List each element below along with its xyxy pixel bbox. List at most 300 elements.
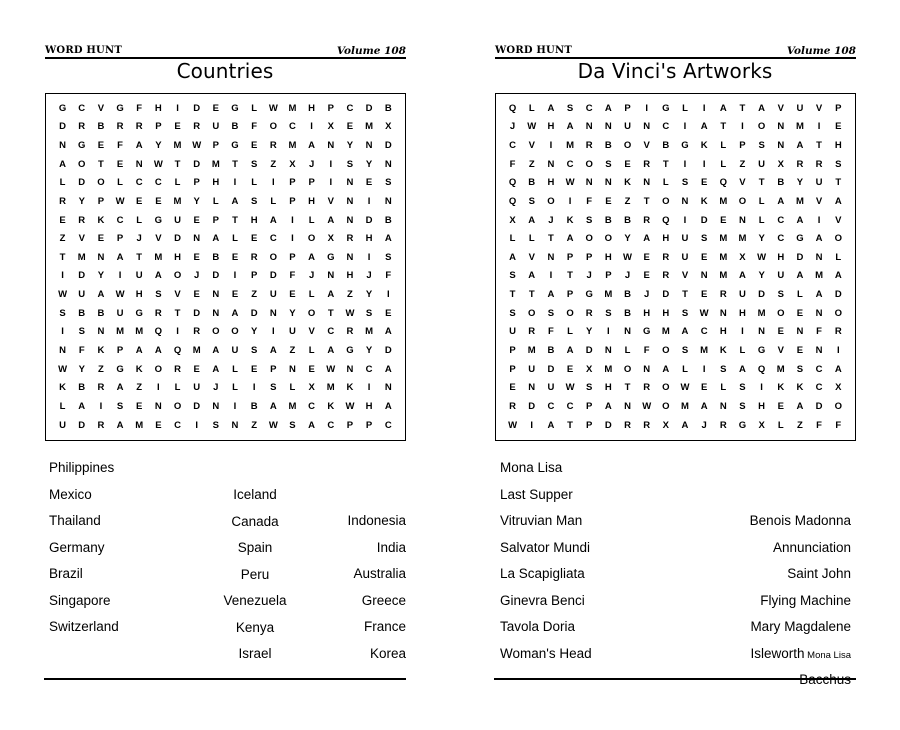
- letter-cell[interactable]: B: [604, 139, 612, 151]
- letter-cell[interactable]: N: [346, 177, 354, 189]
- letter-cell[interactable]: A: [777, 195, 785, 207]
- letter-cell[interactable]: J: [213, 382, 219, 394]
- letter-cell[interactable]: I: [837, 345, 840, 357]
- letter-cell[interactable]: H: [834, 139, 842, 151]
- letter-cell[interactable]: K: [97, 345, 105, 357]
- letter-cell[interactable]: S: [720, 363, 727, 375]
- letter-cell[interactable]: L: [720, 382, 727, 394]
- letter-cell[interactable]: S: [250, 158, 258, 170]
- letter-cell[interactable]: N: [97, 326, 105, 338]
- letter-cell[interactable]: L: [682, 363, 688, 375]
- letter-cell[interactable]: L: [289, 382, 296, 394]
- letter-cell[interactable]: C: [135, 177, 143, 189]
- letter-cell[interactable]: W: [268, 419, 278, 431]
- letter-cell[interactable]: C: [116, 214, 124, 226]
- letter-cell[interactable]: K: [700, 195, 708, 207]
- letter-cell[interactable]: L: [758, 214, 765, 226]
- letter-cell[interactable]: D: [78, 270, 86, 282]
- letter-cell[interactable]: L: [308, 345, 315, 357]
- letter-cell[interactable]: A: [308, 419, 316, 431]
- letter-cell[interactable]: C: [700, 326, 708, 338]
- letter-cell[interactable]: M: [795, 195, 804, 207]
- letter-cell[interactable]: R: [78, 214, 86, 226]
- letter-cell[interactable]: V: [528, 251, 535, 263]
- letter-cell[interactable]: P: [289, 251, 296, 263]
- letter-cell[interactable]: H: [308, 195, 316, 207]
- letter-cell[interactable]: C: [327, 326, 335, 338]
- letter-cell[interactable]: A: [384, 233, 392, 245]
- word-list-item[interactable]: Greece: [361, 592, 406, 608]
- letter-cell[interactable]: D: [547, 363, 555, 375]
- letter-cell[interactable]: I: [683, 121, 687, 133]
- letter-cell[interactable]: V: [308, 326, 315, 338]
- letter-cell[interactable]: A: [566, 345, 574, 357]
- letter-cell[interactable]: R: [346, 233, 354, 245]
- letter-cell[interactable]: G: [231, 139, 239, 151]
- letter-cell[interactable]: G: [738, 419, 747, 431]
- letter-cell[interactable]: N: [815, 307, 823, 319]
- letter-cell[interactable]: A: [384, 401, 392, 413]
- letter-cell[interactable]: I: [310, 121, 313, 133]
- letter-cell[interactable]: W: [508, 419, 518, 431]
- letter-cell[interactable]: T: [174, 158, 181, 170]
- letter-cell[interactable]: O: [834, 401, 843, 413]
- letter-cell[interactable]: U: [193, 382, 201, 394]
- letter-cell[interactable]: F: [643, 345, 650, 357]
- letter-cell[interactable]: I: [817, 121, 821, 133]
- letter-cell[interactable]: G: [116, 363, 124, 375]
- letter-cell[interactable]: R: [116, 121, 124, 133]
- letter-cell[interactable]: W: [565, 382, 575, 394]
- word-list-item[interactable]: Philippines: [49, 460, 115, 475]
- letter-cell[interactable]: I: [645, 102, 648, 114]
- letter-cell[interactable]: V: [174, 289, 181, 301]
- letter-cell[interactable]: P: [624, 102, 631, 114]
- letter-cell[interactable]: I: [61, 326, 64, 338]
- letter-cell[interactable]: O: [738, 195, 747, 207]
- letter-cell[interactable]: O: [585, 158, 593, 170]
- letter-cell[interactable]: A: [116, 419, 124, 431]
- letter-cell[interactable]: R: [643, 214, 651, 226]
- letter-cell[interactable]: S: [59, 307, 66, 319]
- letter-cell[interactable]: T: [567, 419, 573, 431]
- letter-cell[interactable]: P: [346, 419, 354, 431]
- letter-cell[interactable]: O: [623, 363, 632, 375]
- letter-cell[interactable]: D: [174, 233, 181, 245]
- letter-cell[interactable]: U: [509, 326, 517, 338]
- letter-cell[interactable]: O: [547, 195, 555, 207]
- word-list-item[interactable]: Mona Lisa: [500, 460, 563, 475]
- letter-cell[interactable]: I: [118, 270, 122, 282]
- letter-cell[interactable]: C: [777, 233, 785, 245]
- letter-cell[interactable]: X: [586, 363, 593, 375]
- letter-cell[interactable]: I: [233, 177, 237, 189]
- word-list-item[interactable]: India: [376, 539, 406, 555]
- letter-cell[interactable]: S: [346, 158, 354, 170]
- letter-cell[interactable]: M: [738, 233, 747, 245]
- letter-cell[interactable]: W: [58, 363, 68, 375]
- letter-cell[interactable]: A: [135, 139, 143, 151]
- letter-cell[interactable]: Y: [250, 326, 258, 338]
- letter-cell[interactable]: N: [681, 195, 689, 207]
- letter-cell[interactable]: R: [269, 139, 277, 151]
- letter-cell[interactable]: N: [346, 363, 354, 375]
- letter-cell[interactable]: B: [528, 177, 536, 189]
- letter-cell[interactable]: T: [682, 289, 688, 301]
- letter-cell[interactable]: E: [193, 363, 200, 375]
- letter-cell[interactable]: C: [509, 139, 517, 151]
- letter-cell[interactable]: S: [116, 401, 124, 413]
- letter-cell[interactable]: H: [662, 307, 670, 319]
- letter-cell[interactable]: B: [547, 345, 555, 357]
- letter-cell[interactable]: U: [212, 121, 220, 133]
- letter-cell[interactable]: C: [662, 121, 670, 133]
- letter-cell[interactable]: N: [154, 401, 162, 413]
- letter-cell[interactable]: A: [308, 139, 316, 151]
- letter-cell[interactable]: N: [815, 251, 823, 263]
- letter-cell[interactable]: L: [758, 195, 765, 207]
- letter-cell[interactable]: I: [760, 382, 763, 394]
- letter-cell[interactable]: L: [720, 158, 727, 170]
- letter-cell[interactable]: I: [176, 102, 179, 114]
- letter-cell[interactable]: C: [289, 121, 296, 133]
- letter-cell[interactable]: X: [289, 158, 296, 170]
- letter-cell[interactable]: N: [777, 139, 785, 151]
- letter-cell[interactable]: H: [365, 401, 373, 413]
- letter-cell[interactable]: N: [528, 382, 536, 394]
- letter-cell[interactable]: D: [212, 270, 220, 282]
- letter-cell[interactable]: D: [193, 401, 201, 413]
- letter-cell[interactable]: D: [815, 401, 823, 413]
- letter-cell[interactable]: O: [757, 121, 766, 133]
- letter-cell[interactable]: D: [834, 289, 842, 301]
- word-list-item[interactable]: Vitruvian Man: [500, 513, 583, 528]
- letter-cell[interactable]: A: [700, 401, 708, 413]
- word-list-item[interactable]: Israel: [238, 646, 272, 661]
- letter-cell[interactable]: N: [624, 401, 631, 413]
- letter-cell[interactable]: A: [604, 102, 612, 114]
- letter-cell[interactable]: I: [568, 195, 572, 207]
- letter-cell[interactable]: C: [346, 102, 354, 114]
- letter-cell[interactable]: D: [269, 270, 277, 282]
- letter-cell[interactable]: W: [699, 307, 709, 319]
- letter-cell[interactable]: W: [527, 121, 537, 133]
- letter-cell[interactable]: M: [661, 326, 670, 338]
- letter-cell[interactable]: W: [345, 401, 355, 413]
- word-list-item[interactable]: Bacchus: [799, 672, 851, 687]
- letter-cell[interactable]: O: [662, 382, 670, 394]
- letter-cell[interactable]: G: [327, 251, 335, 263]
- letter-cell[interactable]: P: [250, 270, 258, 282]
- letter-cell[interactable]: I: [530, 419, 534, 431]
- letter-cell[interactable]: Q: [719, 177, 727, 189]
- letter-cell[interactable]: D: [528, 401, 536, 413]
- letter-cell[interactable]: Q: [662, 214, 670, 226]
- letter-cell[interactable]: P: [835, 102, 842, 114]
- letter-cell[interactable]: Y: [796, 177, 804, 189]
- letter-cell[interactable]: F: [816, 326, 822, 338]
- letter-cell[interactable]: I: [99, 401, 103, 413]
- letter-cell[interactable]: R: [154, 307, 162, 319]
- letter-cell[interactable]: R: [193, 121, 201, 133]
- letter-cell[interactable]: M: [288, 401, 297, 413]
- letter-cell[interactable]: O: [604, 233, 613, 245]
- letter-cell[interactable]: G: [154, 214, 163, 226]
- letter-cell[interactable]: N: [739, 214, 746, 226]
- letter-cell[interactable]: W: [153, 158, 163, 170]
- letter-cell[interactable]: G: [58, 102, 67, 114]
- letter-cell[interactable]: I: [702, 158, 706, 170]
- letter-cell[interactable]: H: [662, 233, 670, 245]
- letter-cell[interactable]: I: [195, 419, 198, 431]
- letter-cell[interactable]: A: [308, 251, 316, 263]
- letter-cell[interactable]: S: [528, 195, 535, 207]
- letter-cell[interactable]: N: [700, 270, 708, 282]
- letter-cell[interactable]: L: [567, 326, 573, 338]
- letter-cell[interactable]: M: [776, 363, 785, 375]
- letter-cell[interactable]: B: [231, 121, 239, 133]
- letter-cell[interactable]: L: [117, 177, 123, 189]
- letter-cell[interactable]: O: [307, 307, 316, 319]
- letter-cell[interactable]: H: [365, 233, 373, 245]
- letter-cell[interactable]: E: [777, 326, 784, 338]
- letter-cell[interactable]: H: [604, 251, 612, 263]
- letter-cell[interactable]: M: [719, 270, 728, 282]
- letter-cell[interactable]: L: [308, 289, 315, 301]
- letter-cell[interactable]: G: [346, 345, 354, 357]
- letter-cell[interactable]: T: [567, 270, 573, 282]
- letter-cell[interactable]: C: [547, 401, 555, 413]
- letter-cell[interactable]: K: [624, 177, 631, 189]
- letter-cell[interactable]: E: [59, 214, 66, 226]
- letter-cell[interactable]: C: [269, 233, 277, 245]
- letter-cell[interactable]: H: [154, 102, 162, 114]
- letter-cell[interactable]: R: [643, 419, 651, 431]
- letter-cell[interactable]: S: [270, 382, 277, 394]
- letter-cell[interactable]: S: [605, 307, 612, 319]
- letter-cell[interactable]: T: [739, 102, 746, 114]
- letter-cell[interactable]: Q: [508, 177, 517, 189]
- letter-cell[interactable]: K: [777, 382, 785, 394]
- letter-cell[interactable]: W: [192, 139, 202, 151]
- letter-cell[interactable]: L: [59, 401, 66, 413]
- letter-cell[interactable]: S: [155, 289, 162, 301]
- letter-cell[interactable]: A: [231, 307, 239, 319]
- letter-cell[interactable]: I: [702, 363, 706, 375]
- letter-cell[interactable]: D: [662, 289, 670, 301]
- letter-cell[interactable]: G: [662, 102, 670, 114]
- letter-cell[interactable]: O: [269, 251, 277, 263]
- letter-cell[interactable]: J: [644, 289, 650, 301]
- letter-cell[interactable]: N: [59, 139, 67, 151]
- letter-cell[interactable]: P: [193, 177, 200, 189]
- letter-cell[interactable]: F: [136, 102, 143, 114]
- word-list-item[interactable]: Canada: [231, 513, 279, 529]
- letter-cell[interactable]: J: [586, 270, 592, 282]
- letter-cell[interactable]: I: [271, 326, 275, 338]
- letter-cell[interactable]: S: [835, 158, 842, 170]
- letter-cell[interactable]: Y: [365, 345, 373, 357]
- word-list-item[interactable]: Brazil: [49, 566, 83, 581]
- letter-cell[interactable]: R: [643, 382, 651, 394]
- letter-cell[interactable]: S: [681, 345, 689, 357]
- letter-cell[interactable]: A: [59, 158, 67, 170]
- letter-cell[interactable]: V: [327, 195, 334, 207]
- letter-cell[interactable]: C: [585, 102, 593, 114]
- letter-cell[interactable]: I: [271, 177, 275, 189]
- letter-cell[interactable]: L: [777, 419, 784, 431]
- letter-cell[interactable]: C: [566, 401, 574, 413]
- letter-cell[interactable]: U: [547, 382, 555, 394]
- letter-cell[interactable]: F: [251, 121, 258, 133]
- letter-cell[interactable]: Z: [251, 419, 258, 431]
- letter-cell[interactable]: D: [78, 177, 86, 189]
- letter-cell[interactable]: A: [154, 345, 162, 357]
- letter-cell[interactable]: S: [547, 307, 555, 319]
- letter-cell[interactable]: W: [326, 363, 336, 375]
- letter-cell[interactable]: P: [97, 195, 105, 207]
- letter-cell[interactable]: I: [387, 289, 390, 301]
- letter-cell[interactable]: U: [796, 102, 804, 114]
- word-list-item[interactable]: Woman's Head: [500, 645, 592, 661]
- letter-cell[interactable]: K: [327, 401, 335, 413]
- word-list-item[interactable]: Tavola Doria: [500, 619, 576, 634]
- letter-cell[interactable]: E: [777, 401, 784, 413]
- letter-cell[interactable]: X: [835, 382, 842, 394]
- letter-cell[interactable]: R: [97, 382, 105, 394]
- letter-cell[interactable]: G: [757, 345, 766, 357]
- letter-cell[interactable]: I: [741, 121, 744, 133]
- letter-cell[interactable]: I: [61, 270, 64, 282]
- letter-cell[interactable]: A: [231, 195, 239, 207]
- letter-cell[interactable]: G: [116, 102, 124, 114]
- letter-cell[interactable]: A: [662, 363, 670, 375]
- letter-cell[interactable]: N: [59, 345, 67, 357]
- letter-cell[interactable]: X: [327, 121, 334, 133]
- letter-cell[interactable]: A: [78, 401, 86, 413]
- letter-cell[interactable]: T: [174, 307, 181, 319]
- word-list-item[interactable]: Korea: [369, 645, 406, 661]
- letter-cell[interactable]: N: [643, 121, 651, 133]
- letter-cell[interactable]: S: [777, 289, 784, 301]
- letter-cell[interactable]: A: [834, 195, 842, 207]
- letter-cell[interactable]: H: [212, 177, 220, 189]
- letter-cell[interactable]: P: [289, 177, 296, 189]
- letter-cell[interactable]: O: [528, 307, 536, 319]
- letter-cell[interactable]: E: [365, 177, 373, 189]
- word-list-item[interactable]: Saint John: [787, 566, 851, 581]
- letter-cell[interactable]: M: [288, 139, 297, 151]
- letter-cell[interactable]: F: [835, 419, 842, 431]
- letter-cell[interactable]: A: [135, 345, 143, 357]
- letter-cell[interactable]: Z: [59, 233, 66, 245]
- letter-cell[interactable]: A: [739, 270, 746, 282]
- letter-cell[interactable]: P: [586, 401, 593, 413]
- letter-cell[interactable]: M: [719, 251, 728, 263]
- word-list-item[interactable]: Annunciation: [772, 539, 851, 555]
- letter-cell[interactable]: O: [173, 401, 182, 413]
- letter-cell[interactable]: O: [662, 195, 670, 207]
- letter-cell[interactable]: P: [212, 139, 219, 151]
- letter-cell[interactable]: R: [78, 121, 86, 133]
- letter-cell[interactable]: N: [547, 251, 555, 263]
- letter-cell[interactable]: P: [566, 251, 574, 263]
- letter-cell[interactable]: I: [549, 270, 553, 282]
- letter-cell[interactable]: I: [329, 177, 333, 189]
- letter-cell[interactable]: L: [308, 214, 315, 226]
- letter-cell[interactable]: G: [642, 326, 651, 338]
- letter-cell[interactable]: K: [566, 214, 574, 226]
- word-list-item[interactable]: Venezuela: [223, 593, 287, 608]
- letter-cell[interactable]: C: [365, 363, 373, 375]
- letter-cell[interactable]: C: [154, 177, 162, 189]
- letter-cell[interactable]: E: [97, 139, 105, 151]
- letter-cell[interactable]: A: [327, 214, 335, 226]
- letter-cell[interactable]: A: [384, 326, 392, 338]
- letter-cell[interactable]: R: [662, 251, 670, 263]
- word-list-item[interactable]: Singapore: [49, 592, 111, 608]
- letter-cell[interactable]: D: [604, 419, 612, 431]
- letter-cell[interactable]: A: [212, 345, 220, 357]
- letter-cell[interactable]: N: [212, 307, 220, 319]
- letter-cell[interactable]: V: [815, 102, 823, 114]
- letter-cell[interactable]: P: [289, 195, 296, 207]
- word-list-item[interactable]: Indonesia: [347, 513, 406, 528]
- letter-cell[interactable]: N: [777, 121, 785, 133]
- letter-cell[interactable]: V: [97, 102, 105, 114]
- letter-cell[interactable]: W: [58, 289, 68, 301]
- word-list-item[interactable]: Kenya: [235, 619, 275, 635]
- letter-cell[interactable]: E: [136, 195, 143, 207]
- letter-cell[interactable]: D: [700, 214, 708, 226]
- letter-cell[interactable]: T: [59, 251, 66, 263]
- letter-cell[interactable]: A: [212, 233, 220, 245]
- letter-cell[interactable]: E: [231, 289, 239, 301]
- letter-cell[interactable]: Y: [758, 233, 765, 245]
- letter-cell[interactable]: N: [384, 382, 392, 394]
- letter-cell[interactable]: D: [250, 307, 258, 319]
- letter-cell[interactable]: N: [604, 177, 612, 189]
- letter-cell[interactable]: M: [795, 121, 804, 133]
- letter-cell[interactable]: M: [173, 139, 182, 151]
- letter-cell[interactable]: B: [777, 177, 785, 189]
- letter-cell[interactable]: M: [211, 158, 220, 170]
- letter-cell[interactable]: M: [365, 326, 374, 338]
- letter-cell[interactable]: O: [97, 177, 105, 189]
- letter-cell[interactable]: L: [797, 289, 803, 301]
- letter-cell[interactable]: P: [116, 345, 124, 357]
- word-list-item[interactable]: Ginevra Benci: [500, 592, 585, 608]
- letter-cell[interactable]: L: [174, 382, 181, 394]
- letter-cell[interactable]: S: [250, 345, 258, 357]
- letter-cell[interactable]: V: [777, 102, 784, 114]
- letter-cell[interactable]: L: [662, 177, 669, 189]
- letter-cell[interactable]: P: [212, 214, 219, 226]
- letter-cell[interactable]: O: [662, 345, 670, 357]
- letter-cell[interactable]: Y: [78, 363, 85, 375]
- letter-cell[interactable]: T: [547, 233, 554, 245]
- letter-cell[interactable]: E: [193, 251, 200, 263]
- letter-cell[interactable]: L: [232, 233, 238, 245]
- letter-cell[interactable]: N: [97, 251, 105, 263]
- letter-cell[interactable]: M: [173, 195, 182, 207]
- letter-cell[interactable]: Q: [757, 363, 766, 375]
- letter-cell[interactable]: B: [624, 307, 631, 319]
- letter-cell[interactable]: X: [327, 233, 334, 245]
- letter-cell[interactable]: A: [97, 289, 105, 301]
- letter-cell[interactable]: U: [815, 177, 823, 189]
- letter-cell[interactable]: S: [385, 177, 392, 189]
